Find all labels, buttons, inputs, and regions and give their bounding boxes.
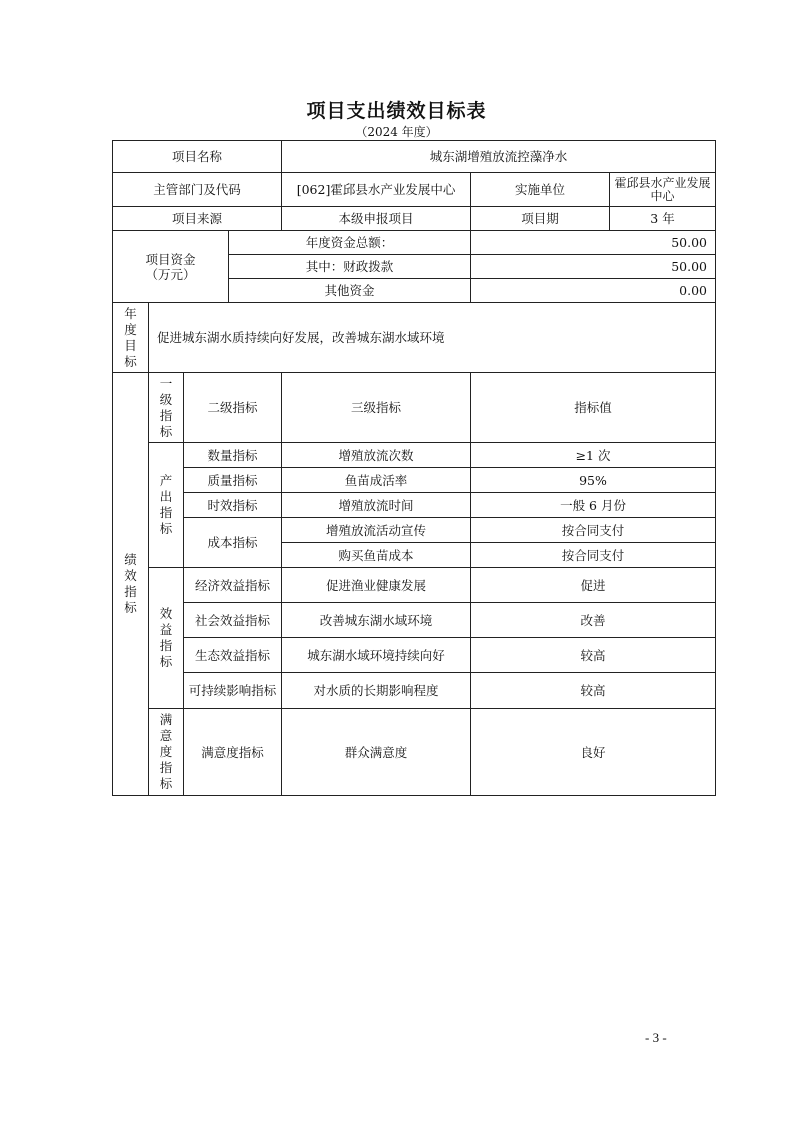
vertical-char: 效 bbox=[124, 568, 137, 583]
vertical-char: 效 bbox=[159, 606, 173, 621]
benefit-level2: 经济效益指标 bbox=[184, 568, 282, 603]
annual-total-value: 50.00 bbox=[471, 231, 716, 255]
implementing-unit-value: 霍邱县水产业发展中心 bbox=[610, 173, 716, 207]
project-name-label: 项目名称 bbox=[113, 141, 282, 173]
annual-goal-text: 促进城东湖水质持续向好发展，改善城东湖水域环境 bbox=[149, 303, 716, 373]
vertical-char: 标 bbox=[159, 423, 173, 439]
benefit-level2: 可持续影响指标 bbox=[184, 673, 282, 709]
output-value: 一般 6 月份 bbox=[471, 493, 716, 518]
vertical-char: 出 bbox=[159, 489, 173, 504]
vertical-char: 指 bbox=[124, 584, 137, 599]
vertical-char: 标 bbox=[159, 521, 173, 536]
project-name-value: 城东湖增殖放流控藻净水 bbox=[282, 141, 716, 173]
annual-goal-label-text bbox=[113, 306, 148, 370]
annual-goal-label bbox=[113, 303, 149, 373]
output-level2: 时效指标 bbox=[184, 493, 282, 518]
implementing-unit-label: 实施单位 bbox=[471, 173, 610, 207]
benefit-level2: 社会效益指标 bbox=[184, 603, 282, 638]
vertical-char: 满 bbox=[159, 712, 173, 727]
benefit-indicators-label bbox=[149, 568, 184, 709]
benefit-row bbox=[113, 568, 716, 603]
output-row bbox=[113, 493, 716, 518]
satisfaction-row bbox=[113, 709, 716, 796]
output-level3: 增殖放流时间 bbox=[282, 493, 471, 518]
project-funds-label-line2: （万元） bbox=[145, 266, 196, 282]
vertical-char: 指 bbox=[159, 638, 173, 653]
other-funds-label: 其他资金 bbox=[229, 279, 471, 303]
output-value: ≥1 次 bbox=[471, 443, 716, 468]
satisfaction-indicators-label bbox=[149, 709, 184, 796]
page-title: 项目支出绩效目标表 bbox=[306, 100, 487, 122]
output-indicators-label-text bbox=[149, 473, 183, 537]
vertical-char: 一 bbox=[159, 375, 173, 391]
department-row bbox=[113, 173, 716, 207]
vertical-char: 绩 bbox=[124, 552, 137, 567]
source-row bbox=[113, 207, 716, 231]
vertical-char: 标 bbox=[159, 654, 173, 669]
fiscal-allocation-label: 其中：财政拨款 bbox=[229, 255, 471, 279]
department-value: [062]霍邱县水产业发展中心 bbox=[282, 173, 471, 207]
output-indicators-label bbox=[149, 443, 184, 568]
vertical-char: 年 bbox=[124, 305, 137, 321]
fiscal-allocation-value: 50.00 bbox=[471, 255, 716, 279]
cost-value: 按合同支付 bbox=[471, 543, 716, 568]
project-funds-label-line1: 项目资金 bbox=[145, 251, 196, 267]
vertical-char: 标 bbox=[124, 353, 137, 369]
satisfaction-value: 良好 bbox=[471, 709, 716, 796]
vertical-char: 意 bbox=[159, 728, 173, 743]
vertical-char: 标 bbox=[124, 600, 137, 615]
cost-level2: 成本指标 bbox=[184, 518, 282, 568]
project-funds-label bbox=[113, 231, 229, 303]
indicator-value-header: 指标值 bbox=[471, 373, 716, 443]
vertical-char: 目 bbox=[124, 337, 137, 353]
cost-level3: 增殖放流活动宣传 bbox=[282, 518, 471, 543]
vertical-char: 指 bbox=[159, 505, 173, 520]
satisfaction-indicators-label-text bbox=[149, 712, 183, 792]
benefit-indicators-label-text bbox=[149, 606, 183, 670]
level1-header-text bbox=[149, 376, 183, 440]
indicator-header-row bbox=[113, 373, 716, 443]
vertical-char: 益 bbox=[159, 622, 173, 637]
benefit-level2: 生态效益指标 bbox=[184, 638, 282, 673]
department-label: 主管部门及代码 bbox=[113, 173, 282, 207]
vertical-char: 指 bbox=[159, 407, 173, 423]
satisfaction-level3: 群众满意度 bbox=[282, 709, 471, 796]
benefit-row bbox=[113, 638, 716, 673]
benefit-value: 促进 bbox=[471, 568, 716, 603]
benefit-level3: 城东湖水域环境持续向好 bbox=[282, 638, 471, 673]
output-row bbox=[113, 468, 716, 493]
cost-row bbox=[113, 518, 716, 543]
benefit-value: 较高 bbox=[471, 673, 716, 709]
page-number: - 3 - bbox=[645, 1030, 667, 1045]
benefit-level3: 促进渔业健康发展 bbox=[282, 568, 471, 603]
year-subtitle: （2024 年度） bbox=[355, 125, 438, 139]
performance-goal-table bbox=[112, 140, 716, 796]
vertical-char: 度 bbox=[159, 744, 173, 759]
satisfaction-level2: 满意度指标 bbox=[184, 709, 282, 796]
project-source-value: 本级申报项目 bbox=[282, 207, 471, 231]
level3-header: 三级指标 bbox=[282, 373, 471, 443]
annual-total-label: 年度资金总额： bbox=[229, 231, 471, 255]
benefit-value: 较高 bbox=[471, 638, 716, 673]
performance-indicators-label bbox=[113, 373, 149, 796]
benefit-level3: 对水质的长期影响程度 bbox=[282, 673, 471, 709]
cost-value: 按合同支付 bbox=[471, 518, 716, 543]
project-period-label: 项目期 bbox=[471, 207, 610, 231]
level1-header bbox=[149, 373, 184, 443]
benefit-value: 改善 bbox=[471, 603, 716, 638]
benefit-level3: 改善城东湖水域环境 bbox=[282, 603, 471, 638]
cost-level3: 购买鱼苗成本 bbox=[282, 543, 471, 568]
vertical-char: 度 bbox=[124, 321, 137, 337]
vertical-char: 指 bbox=[159, 760, 173, 775]
output-row bbox=[113, 443, 716, 468]
annual-goal-row bbox=[113, 303, 716, 373]
output-level2: 数量指标 bbox=[184, 443, 282, 468]
vertical-char: 标 bbox=[159, 776, 173, 791]
funds-total-row bbox=[113, 231, 716, 255]
output-level3: 增殖放流次数 bbox=[282, 443, 471, 468]
vertical-char: 级 bbox=[159, 391, 173, 407]
project-source-label: 项目来源 bbox=[113, 207, 282, 231]
performance-indicators-label-text bbox=[113, 552, 148, 616]
project-name-row bbox=[113, 141, 716, 173]
vertical-char: 产 bbox=[159, 473, 173, 488]
benefit-row bbox=[113, 603, 716, 638]
level2-header: 二级指标 bbox=[184, 373, 282, 443]
benefit-row bbox=[113, 673, 716, 709]
output-value: 95% bbox=[471, 468, 716, 493]
other-funds-value: 0.00 bbox=[471, 279, 716, 303]
project-period-value: 3 年 bbox=[610, 207, 716, 231]
output-level3: 鱼苗成活率 bbox=[282, 468, 471, 493]
output-level2: 质量指标 bbox=[184, 468, 282, 493]
